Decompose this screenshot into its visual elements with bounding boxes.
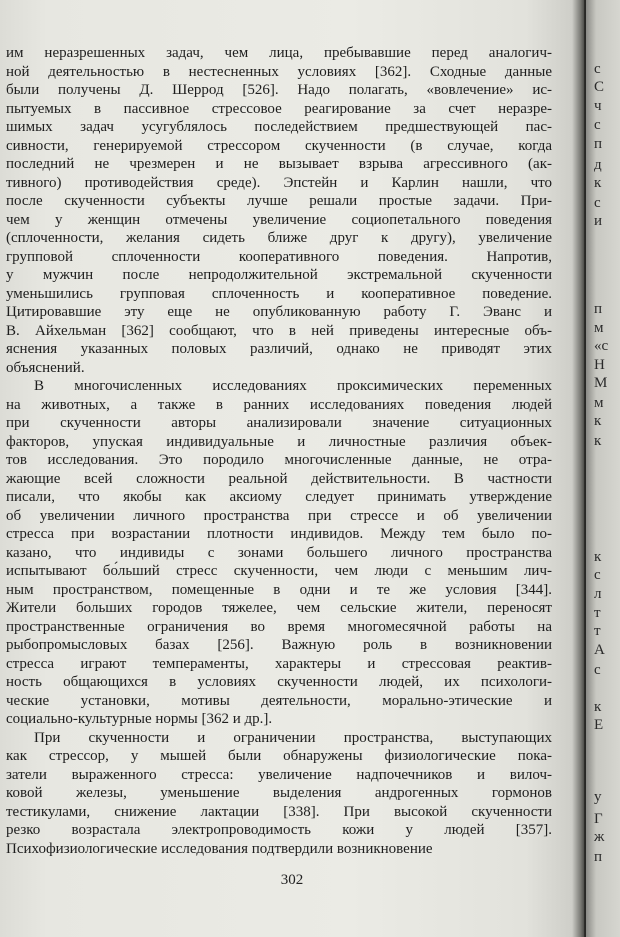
text-line: у мужчин после непродолжительной экстремальной скученности — [6, 267, 552, 283]
text-line: ным пространством, помещенные в одни и те же условия [344]. — [6, 581, 552, 598]
text-line: ной деятельностью в нестесненных условиях [362]. Сходные данные — [6, 63, 552, 80]
text-line: пространственные ограничения во время многомесячной работы на — [6, 618, 552, 635]
adjacent-page-edge — [586, 0, 620, 937]
adjacent-page-fragment: м — [594, 395, 604, 411]
text-line: испытывают бо́льший стресс скученности, чем люди с меньшим лич- — [6, 563, 552, 579]
text-line: рыбопромысловых базах [256]. Важную роль в возникновении — [6, 637, 552, 653]
adjacent-page-fragment: М — [594, 375, 608, 391]
text-line: последний не чрезмерен и не вызывает взрыва агрессивного (ак- — [6, 156, 552, 172]
adjacent-page-fragment: с — [594, 61, 601, 77]
adjacent-page-fragment: д — [594, 157, 602, 173]
text-line: Цитировавшие эту еще не опубликованную работу Г. Эванс и — [6, 304, 552, 320]
text-line: стресса при возрастании плотности индивидов. Между тем было по- — [6, 526, 552, 542]
text-line: как стрессор, у мышей были обнаружены физиологические пока- — [6, 748, 552, 764]
adjacent-page-fragment: к — [594, 433, 602, 449]
text-line: (сплоченности, желания сидеть ближе друг к другу), увеличение — [6, 230, 552, 246]
page-number: 302 — [280, 872, 304, 888]
adjacent-page-fragment: п — [594, 849, 603, 865]
text-line: ковой железы, уменьшение выделения андрогенных гормонов — [6, 785, 552, 801]
text-line: казано, что индивиды с зонами большего личного пространства — [6, 544, 552, 561]
adjacent-page-fragment: А — [594, 642, 605, 658]
text-line: В. Айхельман [362] сообщают, что в ней приведены интересные объ- — [6, 322, 552, 339]
text-line: об увеличении личного пространства при стрессе и об увеличении — [6, 507, 552, 524]
text-line: при скученности авторы анализировали значение ситуационных — [6, 415, 552, 431]
text-line: жающие всей сложности реальной действительности. В частности — [6, 470, 552, 487]
text-line: В многочисленных исследованиях проксимических переменных — [34, 378, 552, 394]
adjacent-page-fragment: с — [594, 117, 601, 133]
text-line: групповой сплоченности кооперативного поведения. Напротив, — [6, 248, 552, 265]
adjacent-page-fragment: к — [594, 699, 602, 715]
text-line: тов исследования. Это породило многочисленные данные, не отра- — [6, 452, 552, 468]
adjacent-page-fragment: с — [594, 567, 601, 583]
book-gutter-shadow — [572, 0, 586, 937]
text-line: им неразрешенных задач, чем лица, пребывавшие перед аналогич- — [6, 45, 552, 61]
adjacent-page-fragment: Г — [594, 811, 603, 827]
text-line: пытуемых в пассивное стрессовое реагирование за счет неразре- — [6, 100, 552, 117]
body-text — [6, 44, 552, 858]
text-line: социально-культурные нормы [362 и др.]. — [6, 711, 273, 727]
adjacent-page-fragment: с — [594, 195, 601, 211]
text-line: сивности, генерируемой стрессором скученности (в случае, когда — [6, 137, 552, 154]
text-line: факторов, упуская индивидуальные и личностные различия объек- — [6, 433, 552, 450]
text-line: При скученности и ограничении пространства, выступающих — [34, 729, 552, 746]
text-line: ческие установки, мотивы деятельности, морально-этические и — [6, 692, 552, 709]
text-line: были получены Д. Шеррод [526]. Надо полагать, «вовлечение» ис- — [6, 82, 552, 98]
adjacent-page-fragment: л — [594, 586, 602, 602]
text-line: затели выраженного стресса: увеличение надпочечников и вилоч- — [6, 766, 552, 783]
text-line: Психофизиологические исследования подтвердили возникновение — [6, 840, 433, 857]
adjacent-page-fragment: «с — [594, 338, 609, 354]
adjacent-page-fragment: к — [594, 175, 602, 191]
adjacent-page-fragment: м — [594, 320, 604, 336]
adjacent-page-fragment: к — [594, 549, 602, 565]
text-line: стресса играют темпераменты, характеры и стрессовая реактив- — [6, 655, 552, 672]
adjacent-page-fragment: Е — [594, 717, 604, 733]
adjacent-page-fragment: п — [594, 301, 603, 317]
text-line: Жители больших городов тяжелее, чем сельские жители, переносят — [6, 600, 552, 616]
text-line: после скученности субъекты лучше решали простые задачи. При- — [6, 193, 552, 209]
adjacent-page-fragment: и — [594, 213, 603, 229]
text-line: чем у женщин отмечены увеличение социопетального поведения — [6, 211, 552, 228]
adjacent-page-fragment: т — [594, 605, 601, 621]
adjacent-page-fragment: т — [594, 623, 601, 639]
adjacent-page-fragment: Н — [594, 357, 605, 373]
text-line: уменьшились групповая сплоченность и кооперативное поведение. — [6, 285, 552, 302]
text-line: тивного) противодействия среде). Эпстейн и Карлин нашли, что — [6, 174, 552, 191]
adjacent-page-fragment: С — [594, 79, 605, 95]
text-line: ность общающихся в условиях скученности людей, их психологи- — [6, 674, 552, 690]
text-line: яснения указанных половых различий, однако не приводят этих — [6, 341, 552, 357]
text-line: шимых задач усугублялось последействием предшествующей пас- — [6, 119, 552, 135]
text-line: резко возрастала электропроводимость кожи у людей [357]. — [6, 822, 552, 838]
adjacent-page-fragment: ч — [594, 98, 602, 114]
adjacent-page-fragment: у — [594, 789, 602, 805]
adjacent-page-fragment: п — [594, 136, 603, 152]
text-line: писали, что якобы как аксиому следует принимать утверждение — [6, 489, 552, 505]
text-line: тестикулами, снижение лактации [338]. При высокой скученности — [6, 803, 552, 820]
text-line: на животных, а также в ранних исследованиях поведения людей — [6, 396, 552, 413]
text-line: объяснений. — [6, 359, 85, 376]
adjacent-page-fragment: к — [594, 413, 602, 429]
adjacent-page-fragment: ж — [594, 829, 605, 845]
adjacent-page-fragment: с — [594, 662, 601, 678]
